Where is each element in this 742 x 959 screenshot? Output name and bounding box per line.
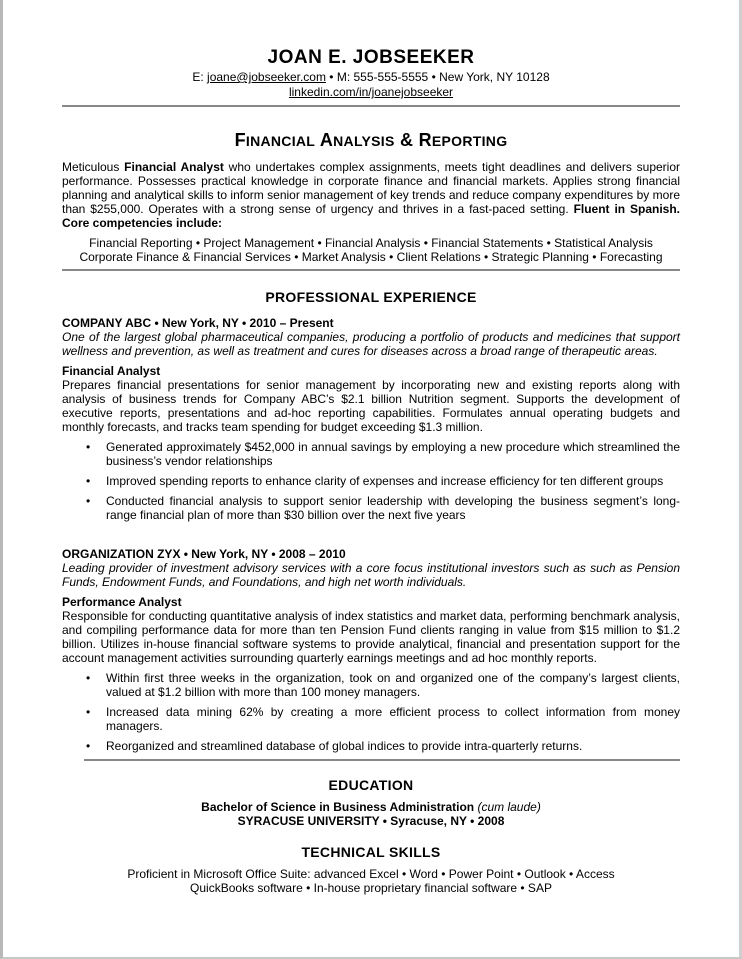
job-1-description: One of the largest global pharmaceutical companies, producing a portfolio of products and medicines that support wellness and prevention, as well as treatment and cures for diseases across a broad range of therapeutic areas.: [62, 330, 680, 358]
email-prefix: E:: [192, 70, 208, 84]
job-1-role: Financial Analyst: [62, 364, 161, 378]
job-1-summary: Prepares financial presentations for senior management by incorporating new and existing reports along with analysis of business trends for Company ABC’s $2.1 billion Nutrition segment. Supports the development of executive reports, presentations and ad-hoc reporting capabilities. Formulates annual operating budgets and monthly forecasts, and tracks team spending for budget exceeding $1.3 million.: [62, 378, 680, 434]
education-degree-line: [62, 800, 680, 814]
job-1-bullet-2: • Improved spending reports to enhance clarity of expenses and increase efficiency for ten different groups: [86, 474, 664, 488]
education-honors: (cum laude): [477, 800, 541, 814]
competencies-line-1: Financial Reporting • Project Management • Financial Analysis • Financial Statements • Statistical Analysis: [89, 236, 653, 250]
headline-word-2: ANALYSIS: [319, 130, 395, 150]
education-degree: Bachelor of Science in Business Administration: [201, 800, 475, 814]
education-title: EDUCATION: [328, 777, 414, 793]
header-divider: [62, 105, 680, 107]
job-2-company: ORGANIZATION ZYX • New York, NY • 2008 – 2010: [62, 547, 346, 561]
job-2-achievements: [62, 671, 680, 753]
professional-summary: Meticulous Financial Analyst who undertakes complex assignments, meets tight deadlines and delivers superior performance. Possesses practical knowledge in corporate finance and financial markets. Applies strong financial planning and analytical skills to inform senior management of key trends and reduce company expenditures by more than $255,000. Operates with a strong sense of urgency and thrives in a fast-paced setting. Fluent in Spanish. Core competencies include:: [62, 160, 681, 230]
linkedin-link[interactable]: linkedin.com/in/joanejobseeker: [288, 85, 454, 99]
job-entry-2: [62, 547, 680, 753]
skills-line-2: QuickBooks software • In-house proprietary financial software • SAP: [190, 881, 552, 895]
job-2-bullet-2: • Increased data mining 62% by creating a more efficient process to collect information from money managers.: [86, 705, 680, 733]
contact-details: • M: 555-555-5555 • New York, NY 10128: [325, 70, 550, 84]
job-2-role: Performance Analyst: [62, 595, 182, 609]
skills-line-1: Proficient in Microsoft Office Suite: advanced Excel • Word • Power Point • Outlook • Access: [127, 867, 615, 881]
job-1-achievements: [62, 440, 680, 522]
education-school: SYRACUSE UNIVERSITY • Syracuse, NY • 2008: [237, 814, 505, 828]
job-1-company: COMPANY ABC • New York, NY • 2010 – Present: [62, 316, 334, 330]
contact-line: [62, 70, 680, 84]
job-entry-1: [62, 316, 680, 522]
email-link[interactable]: joane@jobseeker.com: [207, 70, 326, 84]
competencies-line-2: Corporate Finance & Financial Services • Market Analysis • Client Relations • Strategic Planning • Forecasting: [79, 250, 663, 264]
experience-divider: [84, 759, 680, 761]
headline-word-1: FINANCIAL: [234, 130, 316, 150]
headline-word-3: &: [399, 130, 414, 150]
job-2-summary: Responsible for conducting quantitative analysis of index statistics and market data, performing benchmark analysis, and compiling performance data for more than ten Pension Fund clients ranging in value from $15 million to $1.2 billion. Utilizes in-house financial software systems to provide analytical, financial and presentation support for the account management activities surrounding quarterly earnings meetings and ad hoc monthly reports.: [62, 609, 680, 665]
job-1-bullet-3: • Conducted financial analysis to support senior leadership with developing the business segment’s long-range financial plan of more than $30 billion over the next five years: [86, 494, 680, 522]
job-2-bullet-1: • Within first three weeks in the organization, took on and organized one of the company’s largest clients, valued at $1.2 billion with more than 100 money managers.: [86, 671, 680, 699]
linkedin-line: [62, 85, 680, 99]
job-2-bullet-3: • Reorganized and streamlined database of global indices to provide intra-quarterly returns.: [86, 739, 583, 753]
summary-bold-title: Financial Analyst: [124, 160, 224, 174]
job-1-bullet-1: • Generated approximately $452,000 in annual savings by employing a new procedure which streamlined the business’s vendor relationships: [86, 440, 680, 468]
resume-page: [62, 0, 680, 895]
summary-bold-language: Fluent in Spanish. Core competencies include:: [62, 202, 680, 230]
job-2-description: Leading provider of investment advisory services with a core focus institutional investors such as such as Pension Funds, Endowment Funds, and Foundations, and high net worth individuals.: [62, 561, 680, 589]
candidate-name: JOAN E. JOBSEEKER: [267, 47, 475, 68]
skills-title: TECHNICAL SKILLS: [301, 844, 441, 860]
headline: [62, 129, 680, 152]
headline-word-4: REPORTING: [418, 130, 508, 150]
core-competencies: [62, 236, 680, 264]
experience-title: PROFESSIONAL EXPERIENCE: [265, 289, 477, 305]
summary-divider: [62, 269, 680, 271]
